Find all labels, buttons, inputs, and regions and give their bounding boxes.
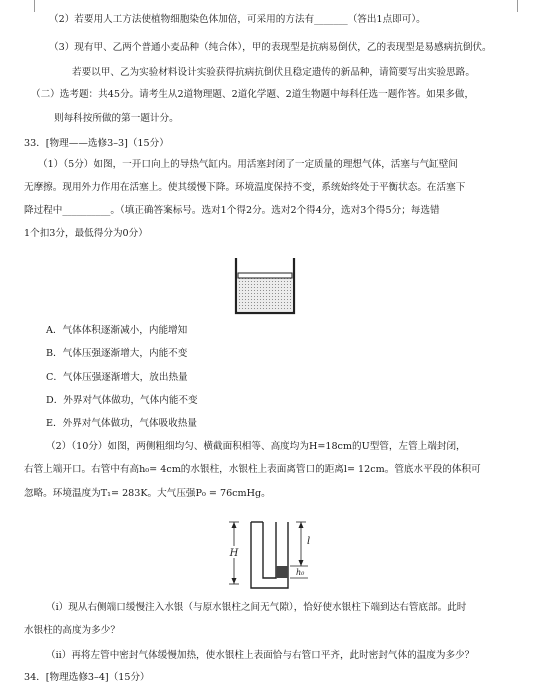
text-line: 忽略。环境温度为T₁= 283K。大气压强P₀ = 76cmHg。 xyxy=(24,488,271,499)
option-c: C．气体压强逐渐增大，放出热量 xyxy=(46,372,188,383)
text-line: （2）（10分）如图，两侧粗细均匀、横截面积相等、高度均为H=18cm的U型管，左管上端封闭， xyxy=(46,441,466,452)
gas-region xyxy=(238,278,292,311)
text-line: 34．[物理选修3–4]（15分） xyxy=(24,672,150,683)
text-line: （二）选考题：共45分。请考生从2道物理题、2道化学题、2道生物题中每科任选一题作答。如果多做， xyxy=(31,89,475,100)
page-corner-mark-left xyxy=(34,0,35,12)
text-line: 无摩擦。现用外力作用在活塞上。使其缓慢下降。环境温度保持不变，系统始终处于平衡状态。在活塞下 xyxy=(24,182,466,193)
page-corner-mark-right xyxy=(517,0,518,12)
text-line: 若要以甲、乙为实验材料设计实验获得抗病抗倒伏且稳定遗传的新品种，请简要写出实验思路。 xyxy=(72,67,475,78)
text-line: 33．[物理——选修3–3]（15分） xyxy=(24,138,169,149)
text-line: 降过程中__________。（填正确答案标号。选对1个得2分。选对2个得4分，选对3个得5分；每选错 xyxy=(24,205,440,216)
u-tube-figure xyxy=(218,512,330,594)
text-line: 则每科按所做的第一题计分。 xyxy=(54,113,179,124)
label-l: l xyxy=(307,536,311,547)
text-line: （1）（5分）如图，一开口向上的导热气缸内。用活塞封闭了一定质量的理想气体，活塞与气缸壁间 xyxy=(38,159,458,170)
text-line: （3）现有甲、乙两个普通小麦品种（纯合体），甲的表现型是抗病易倒伏，乙的表现型是易感病抗倒伏。 xyxy=(49,42,492,53)
text-line: 1个扣3分，最低得分为0分） xyxy=(24,228,148,239)
cylinder-piston-figure xyxy=(232,256,298,318)
label-h0: h₀ xyxy=(296,568,305,577)
option-b: B．气体压强逐渐增大，内能不变 xyxy=(46,348,188,359)
option-e: E．外界对气体做功，气体吸收热量 xyxy=(46,418,197,429)
text-line: （i）现从右侧端口缓慢注入水银（与原水银柱之间无气隙），恰好使水银柱下端到达右管底部。此时 xyxy=(46,602,467,613)
text-line: （ii）再将左管中密封气体缓慢加热，使水银柱上表面恰与右管口平齐，此时密封气体的温度为多少？ xyxy=(46,650,475,661)
text-line: （2）若要用人工方法使植物细胞染色体加倍，可采用的方法有_______（答出1点即可）。 xyxy=(49,14,426,25)
text-line: 水银柱的高度为多少？ xyxy=(24,625,120,636)
label-h: H xyxy=(229,548,239,559)
option-d: D．外界对气体做功，气体内能不变 xyxy=(46,395,198,406)
piston xyxy=(238,273,292,278)
u-tube-inner xyxy=(263,522,276,578)
option-a: A．气体体积逐渐减小，内能增知 xyxy=(46,325,188,336)
mercury-column xyxy=(277,566,288,578)
text-line: 右管上端开口。右管中有高h₀= 4cm的水银柱，水银柱上表面离管口的距离l= 12cm。管底水平段的体积可 xyxy=(24,464,481,475)
